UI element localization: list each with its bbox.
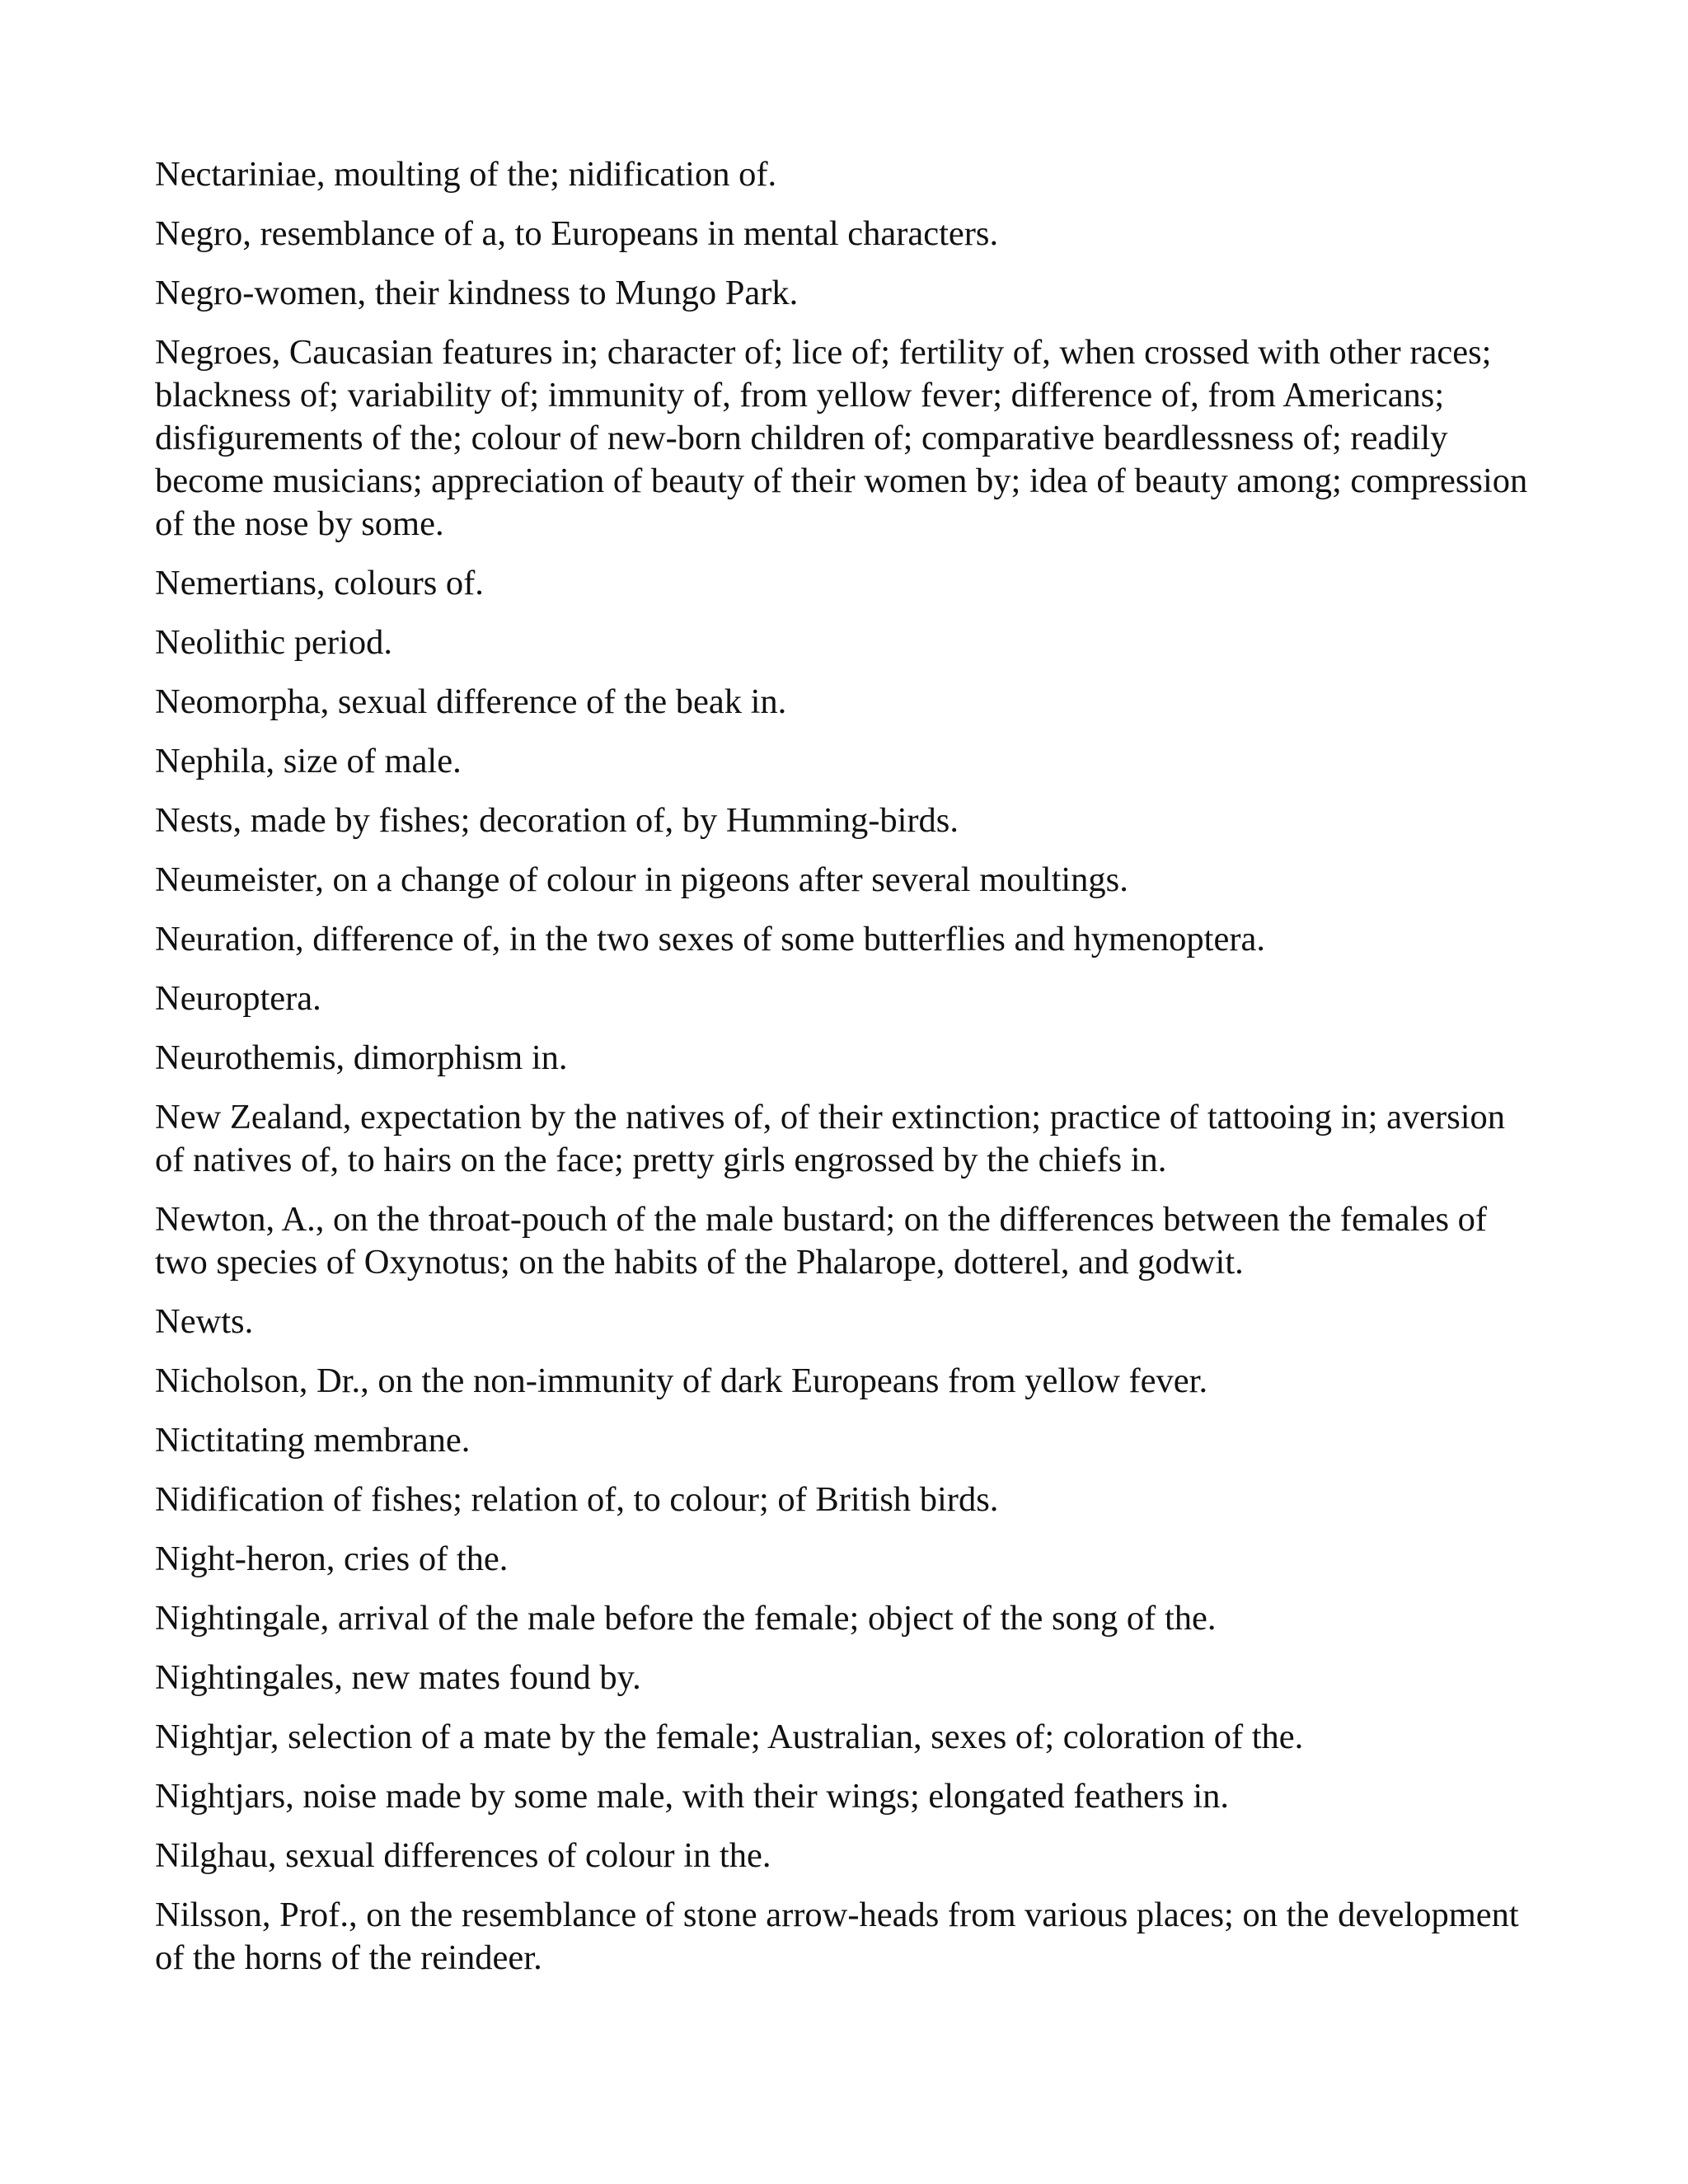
- index-entry: Nemertians, colours of.: [155, 564, 484, 602]
- index-entry: Negroes, Caucasian features in; character of; lice of; fertility of, when crossed with other races; blackness of; variability of; immunity of, from yellow fever; difference of, from Americans; disfigurements of the; colour of new-born children of; comparative beardlessness of; readily become musicians; appreciation of beauty of their women by; idea of beauty among; compression of the nose by some.: [155, 333, 1528, 543]
- index-entry: Neolithic period.: [155, 623, 392, 662]
- index-entry: Neurothemis, dimorphism in.: [155, 1038, 568, 1077]
- index-entry: Nilghau, sexual differences of colour in the.: [155, 1836, 771, 1875]
- index-page: [155, 153, 1540, 1996]
- index-entry: Nidification of fishes; relation of, to colour; of British birds.: [155, 1480, 999, 1519]
- index-entry: Nicholson, Dr., on the non-immunity of dark Europeans from yellow fever.: [155, 1361, 1208, 1400]
- index-entry: Night-heron, cries of the.: [155, 1540, 509, 1578]
- index-entry: Neomorpha, sexual difference of the beak in.: [155, 682, 787, 721]
- index-entry: New Zealand, expectation by the natives of, of their extinction; practice of tattooing in; aversion of natives of, to hairs on the face; pretty girls engrossed by the chiefs in.: [155, 1098, 1506, 1179]
- index-entry: Nephila, size of male.: [155, 742, 462, 780]
- index-entry: Negro-women, their kindness to Mungo Park.: [155, 274, 799, 312]
- index-entry: Nilsson, Prof., on the resemblance of stone arrow-heads from various places; on the development of the horns of the reindeer.: [155, 1896, 1519, 1977]
- index-entry: Negro, resemblance of a, to Europeans in mental characters.: [155, 214, 999, 253]
- index-entry: Nightingales, new mates found by.: [155, 1658, 641, 1697]
- index-entry: Newts.: [155, 1302, 254, 1341]
- index-entry: Nightjars, noise made by some male, with their wings; elongated feathers in.: [155, 1777, 1230, 1816]
- index-entry: Newton, A., on the throat-pouch of the male bustard; on the differences between the females of two species of Oxynotus; on the habits of the Phalarope, dotterel, and godwit.: [155, 1200, 1488, 1282]
- index-entry: Nightingale, arrival of the male before the female; object of the song of the.: [155, 1599, 1217, 1638]
- index-entry: Nictitating membrane.: [155, 1421, 471, 1460]
- index-entry: Neuroptera.: [155, 979, 321, 1018]
- index-entry: Neumeister, on a change of colour in pigeons after several moultings.: [155, 860, 1128, 899]
- index-entry: Nightjar, selection of a mate by the female; Australian, sexes of; coloration of the.: [155, 1718, 1304, 1756]
- index-entry: Nectariniae, moulting of the; nidification of.: [155, 155, 777, 194]
- index-entry: Neuration, difference of, in the two sexes of some butterflies and hymenoptera.: [155, 920, 1265, 958]
- index-entry: Nests, made by fishes; decoration of, by Humming-birds.: [155, 801, 959, 840]
